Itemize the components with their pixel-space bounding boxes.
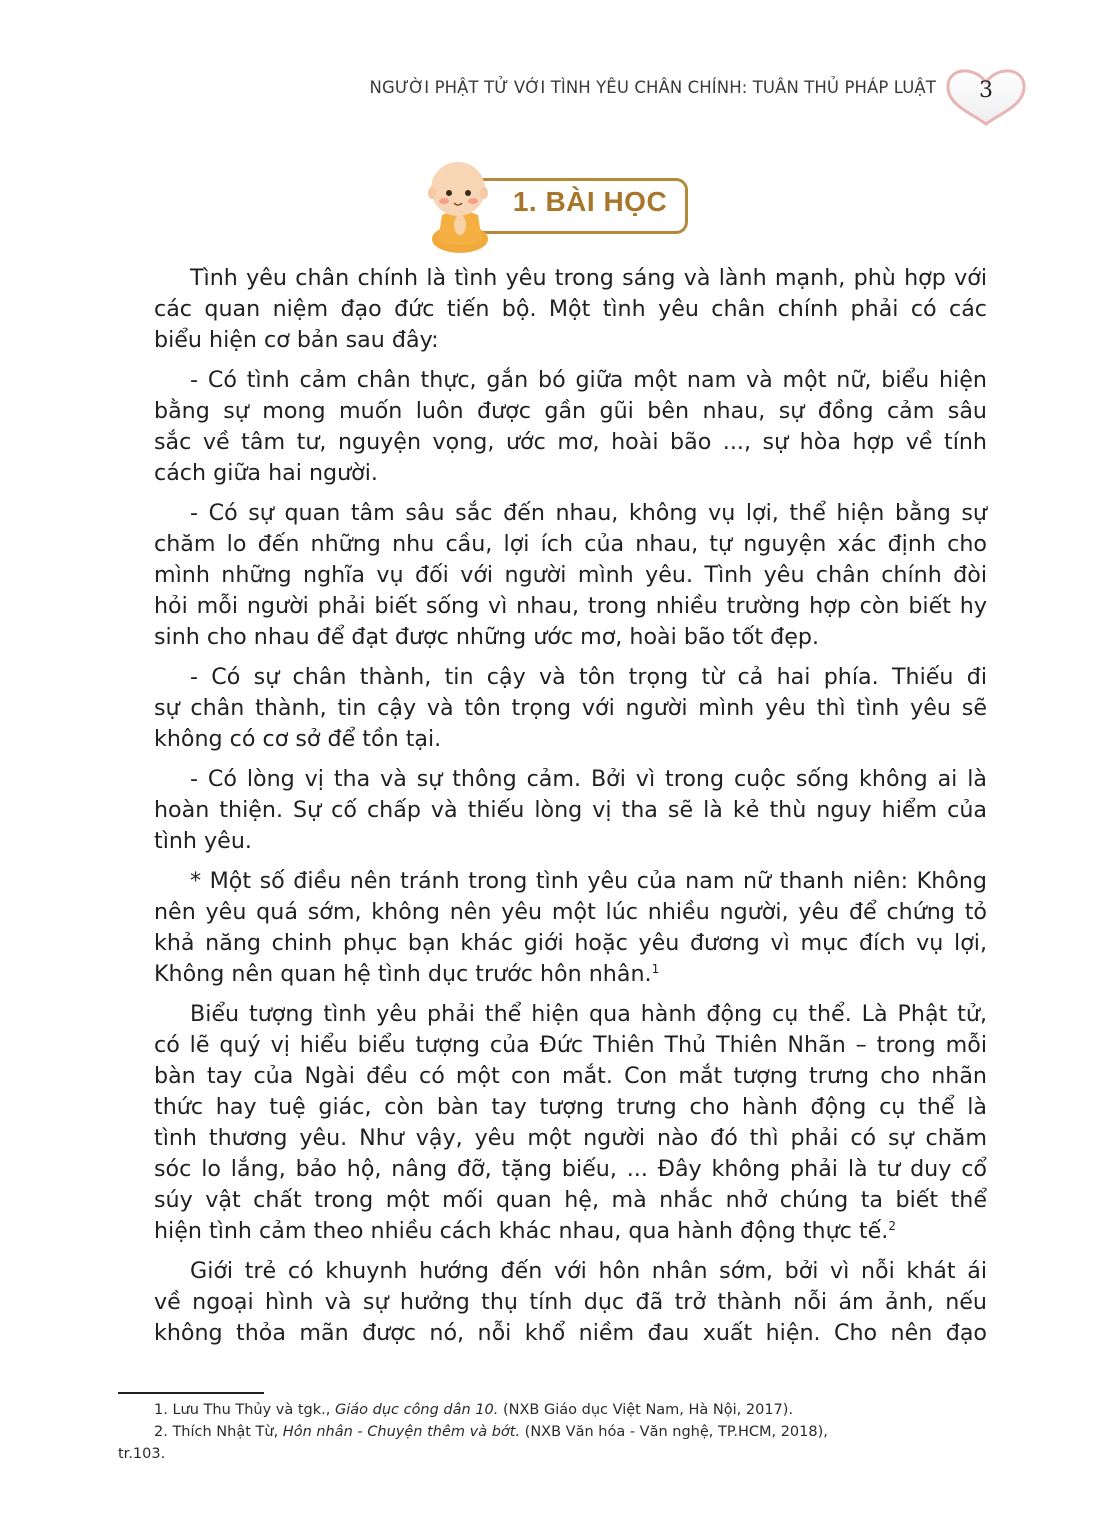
footnote-publisher: (NXB Văn hóa - Văn nghệ, TP.HCM, 2018), bbox=[524, 1424, 828, 1440]
footnote-number: 2. bbox=[154, 1424, 168, 1440]
text-line: chăm lo đến những nhu cầu, lợi ích của nhau, tự nguyện xác định cho bbox=[154, 531, 987, 557]
main-text bbox=[118, 263, 987, 1358]
text-line: cách giữa hai người. bbox=[154, 460, 378, 486]
text-line: hoàn thiện. Sự cố chấp và thiếu lòng vị tha sẽ là kẻ thù nguy hiểm của bbox=[154, 797, 987, 823]
text-line: sóc lo lắng, bảo hộ, nâng đỡ, tặng biếu, ... Đây không phải là tư duy cổ bbox=[154, 1156, 987, 1182]
text-line: tình thương yêu. Như vậy, yêu một người nào đó thì phải có sự chăm bbox=[154, 1125, 987, 1151]
text-line: về ngoại hình và sự hưởng thụ tính dục đã trở thành nỗi ám ảnh, nếu bbox=[154, 1289, 987, 1315]
paragraph bbox=[118, 1256, 987, 1349]
text-line: * Một số điều nên tránh trong tình yêu của nam nữ thanh niên: Không bbox=[190, 868, 987, 894]
paragraph bbox=[118, 866, 987, 990]
paragraph bbox=[118, 365, 987, 489]
monk-icon bbox=[420, 155, 500, 255]
text-line-content: Không nên quan hệ tình dục trước hôn nhân. bbox=[154, 961, 652, 987]
text-line: sinh cho nhau để đạt được những ước mơ, hoài bão tốt đẹp. bbox=[154, 624, 820, 650]
text-line: - Có lòng vị tha và sự thông cảm. Bởi vì trong cuộc sống không ai là bbox=[190, 766, 987, 792]
text-line: không có cơ sở để tồn tại. bbox=[154, 726, 442, 752]
text-line: thức hay tuệ giác, còn bàn tay tượng trưng cho hành động cụ thể là bbox=[154, 1094, 987, 1120]
footnote-ref[interactable]: 1 bbox=[651, 962, 660, 976]
text-line: bằng sự mong muốn luôn được gần gũi bên nhau, sự đồng cảm sâu bbox=[154, 398, 987, 424]
text-line: súy vật chất trong một mối quan hệ, mà nhắc nhở chúng ta biết thể bbox=[154, 1187, 987, 1213]
text-line: Tình yêu chân chính là tình yêu trong sáng và lành mạnh, phù hợp với bbox=[190, 265, 987, 291]
text-line: sự chân thành, tin cậy và tôn trọng với người mình yêu thì tình yêu sẽ bbox=[154, 695, 987, 721]
footnote-2-continuation: tr.103. bbox=[118, 1446, 166, 1462]
text-line: Biểu tượng tình yêu phải thể hiện qua hành động cụ thể. Là Phật tử, bbox=[190, 1001, 987, 1027]
text-line: không thỏa mãn được nó, nỗi khổ niềm đau xuất hiện. Cho nên đạo bbox=[154, 1320, 987, 1346]
text-line: biểu hiện cơ bản sau đây: bbox=[154, 327, 439, 353]
text-line: khả năng chinh phục bạn khác giới hoặc yêu đương vì mục đích vụ lợi, bbox=[154, 930, 987, 956]
text-line-content: hiện tình cảm theo nhiều cách khác nhau, qua hành động thực tế. bbox=[154, 1218, 889, 1244]
section-title: 1. BÀI HỌC bbox=[512, 186, 668, 217]
text-line: tình yêu. bbox=[154, 828, 252, 854]
text-line bbox=[118, 959, 987, 990]
running-header: NGƯỜI PHẬT TỬ VỚI TÌNH YÊU CHÂN CHÍNH: TUÂN THỦ PHÁP LUẬT bbox=[369, 78, 936, 97]
footnote-title: Giáo dục công dân 10. bbox=[334, 1402, 499, 1418]
paragraph bbox=[118, 662, 987, 755]
footnote-divider bbox=[118, 1392, 264, 1394]
footnote-author: Lưu Thu Thủy và tgk., bbox=[172, 1402, 331, 1418]
paragraph bbox=[118, 764, 987, 857]
text-line: hỏi mỗi người phải biết sống vì nhau, trong nhiều trường hợp còn biết hy bbox=[154, 593, 987, 619]
text-line: sắc về tâm tư, nguyện vọng, ước mơ, hoài bão ..., sự hòa hợp về tính bbox=[154, 429, 987, 455]
text-line: nên yêu quá sớm, không nên yêu một lúc nhiều người, yêu để chứng tỏ bbox=[154, 899, 987, 925]
footnotes bbox=[118, 1399, 987, 1465]
text-line: có lẽ quý vị hiểu biểu tượng của Đức Thiên Thủ Thiên Nhãn – trong mỗi bbox=[154, 1032, 987, 1058]
text-line: - Có tình cảm chân thực, gắn bó giữa một nam và một nữ, biểu hiện bbox=[190, 367, 987, 393]
text-line: mình những nghĩa vụ đối với người mình yêu. Tình yêu chân chính đòi bbox=[154, 562, 987, 588]
footnote-ref[interactable]: 2 bbox=[888, 1219, 896, 1233]
footnote-number: 1. bbox=[154, 1402, 168, 1418]
text-line: - Có sự quan tâm sâu sắc đến nhau, không vụ lợi, thể hiện bằng sự bbox=[190, 500, 987, 526]
footnote-author: Thích Nhật Từ, bbox=[172, 1424, 279, 1440]
text-line: các quan niệm đạo đức tiến bộ. Một tình yêu chân chính phải có các bbox=[154, 296, 987, 322]
text-line bbox=[118, 1216, 987, 1247]
paragraph bbox=[118, 498, 987, 653]
footnote-title: Hôn nhân - Chuyện thêm và bớt. bbox=[282, 1424, 521, 1440]
text-line: bàn tay của Ngài đều có một con mắt. Con mắt tượng trưng cho nhãn bbox=[154, 1063, 987, 1089]
footnote-2 bbox=[118, 1421, 987, 1443]
paragraph bbox=[118, 263, 987, 356]
text-line: Giới trẻ có khuynh hướng đến với hôn nhân sớm, bởi vì nỗi khát ái bbox=[190, 1258, 987, 1284]
paragraph bbox=[118, 999, 987, 1247]
footnote-publisher: (NXB Giáo dục Việt Nam, Hà Nội, 2017). bbox=[503, 1402, 794, 1418]
page-number: 3 bbox=[979, 78, 993, 103]
text-line: - Có sự chân thành, tin cậy và tôn trọng từ cả hai phía. Thiếu đi bbox=[190, 664, 987, 690]
footnote-1 bbox=[118, 1399, 987, 1421]
